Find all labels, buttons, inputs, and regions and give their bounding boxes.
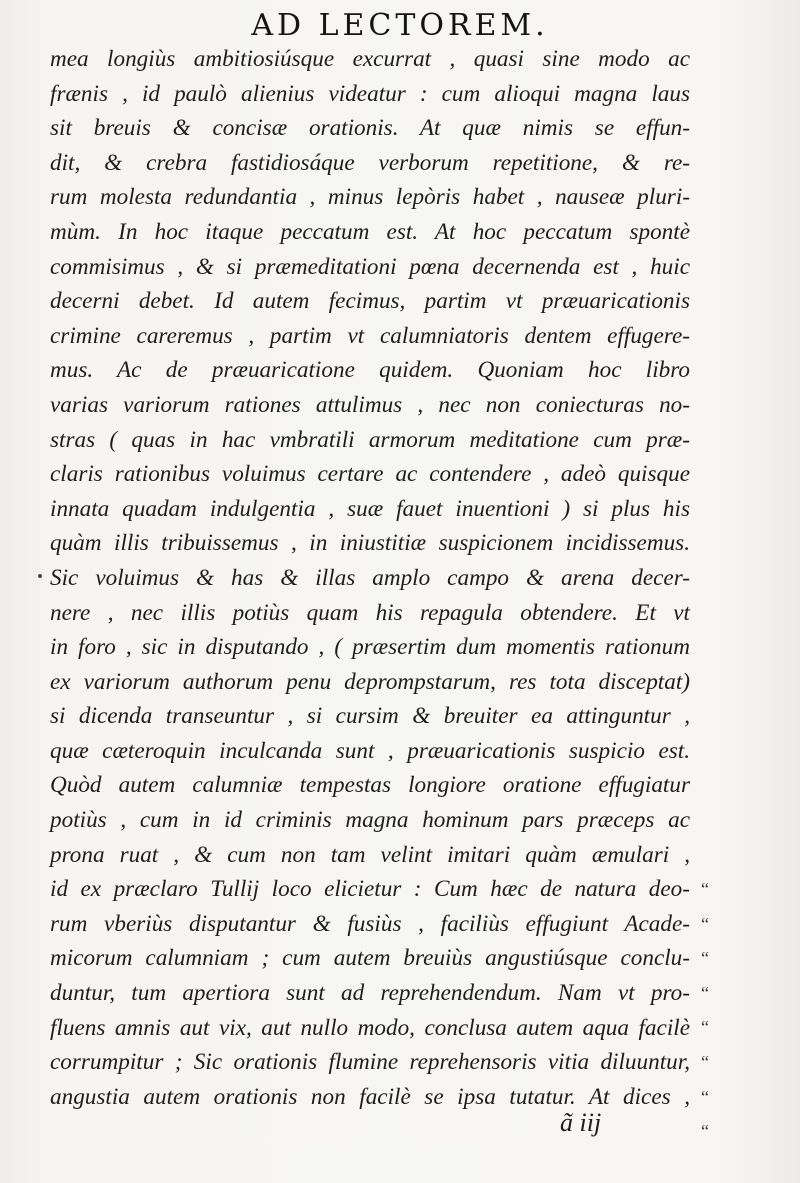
text-line: Sic voluimus & has & illas amplo campo & arena decer-	[50, 564, 690, 591]
text-line: potiùs , cum in id criminis magna hominum pars præceps ac	[50, 807, 690, 834]
text-line: claris rationibus voluimus certare ac contendere , adeò quisque	[50, 461, 690, 488]
text-line: prona ruat , & cum non tam velint imitari quàm æmulari ,	[50, 841, 690, 868]
text-line: stras ( quas in hac vmbratili armorum meditatione cum præ-	[50, 426, 690, 453]
text-line: varias variorum rationes attulimus , nec non coniecturas no-	[50, 391, 690, 418]
quote-mark: “	[701, 913, 709, 934]
text-line: innata quadam indulgentia , suæ fauet inuentioni ) si plus his	[50, 495, 690, 522]
quote-mark: “	[701, 1086, 709, 1107]
text-line: dit, & crebra fastidiosáque verborum repetitione, & re-	[50, 149, 690, 176]
text-line: Quòd autem calumniæ tempestas longiore oratione effugiatur	[50, 772, 690, 799]
text-line: duntur, tum apertiora sunt ad reprehendendum. Nam vt pro-	[50, 980, 690, 1007]
text-line: quæ cæteroquin inculcanda sunt , præuaricationis suspicio est.	[50, 737, 690, 764]
ink-speck	[38, 574, 42, 578]
text-line: rum molesta redundantia , minus lepòris habet , nauseæ pluri-	[50, 184, 690, 211]
text-line: decerni debet. Id autem fecimus, partim vt præuaricationis	[50, 288, 690, 315]
text-line: micorum calumniam ; cum autem breuiùs angustiúsque conclu-	[50, 945, 690, 972]
quote-mark: “	[701, 982, 709, 1003]
quote-mark: “	[701, 1051, 709, 1072]
signature-mark: ã iij	[560, 1108, 602, 1137]
text-line: sit breuis & concisæ orationis. At quæ nimis se effun-	[50, 115, 690, 142]
text-line: mea longiùs ambitiosiúsque excurrat , quasi sine modo ac	[50, 46, 690, 72]
text-line: angustia autem orationis non facilè se ipsa tutatur. At dices ,	[50, 1083, 690, 1110]
text-line: in foro , sic in disputando , ( præsertim dum momentis rationum	[50, 634, 690, 661]
quote-mark: “	[701, 1121, 709, 1142]
text-line: corrumpitur ; Sic orationis flumine reprehensoris vitia diluuntur,	[50, 1049, 690, 1076]
quote-mark: “	[701, 879, 709, 899]
text-line: fluens amnis aut vix, aut nullo modo, conclusa autem aqua facilè	[50, 1014, 690, 1041]
running-head: AD LECTOREM.	[251, 8, 549, 43]
quote-mark: “	[701, 948, 709, 969]
text-line: ex variorum authorum penu deprompstarum, res tota disceptat)	[50, 668, 690, 695]
text-line: crimine careremus , partim vt calumniatoris dentem effugere-	[50, 322, 690, 349]
text-line: mus. Ac de præuaricatione quidem. Quoniam hoc libro	[50, 357, 690, 384]
text-line: quàm illis tribuissemus , in iniustitiæ suspicionem incidissemus.	[50, 530, 690, 557]
quote-mark: “	[701, 1017, 709, 1038]
margin-quotation-marks	[690, 872, 720, 1149]
text-line: si dicenda transeuntur , si cursim & breuiter ea attinguntur ,	[50, 703, 690, 730]
text-line: frænis , id paulò alienius videatur : cum alioqui magna laus	[50, 80, 690, 107]
body-text	[50, 42, 690, 1114]
text-line: nere , nec illis potiùs quam his repagula obtendere. Et vt	[50, 599, 690, 626]
text-line: mùm. In hoc itaque peccatum est. At hoc peccatum spontè	[50, 218, 690, 245]
text-line: rum vberiùs disputantur & fusiùs , faciliùs effugiunt Acade-	[50, 910, 690, 937]
text-line: commisimus , & si præmeditationi pœna decernenda est , huic	[50, 253, 690, 280]
text-line: id ex præclaro Tullij loco elicietur : Cum hæc de natura deo-	[50, 876, 690, 903]
